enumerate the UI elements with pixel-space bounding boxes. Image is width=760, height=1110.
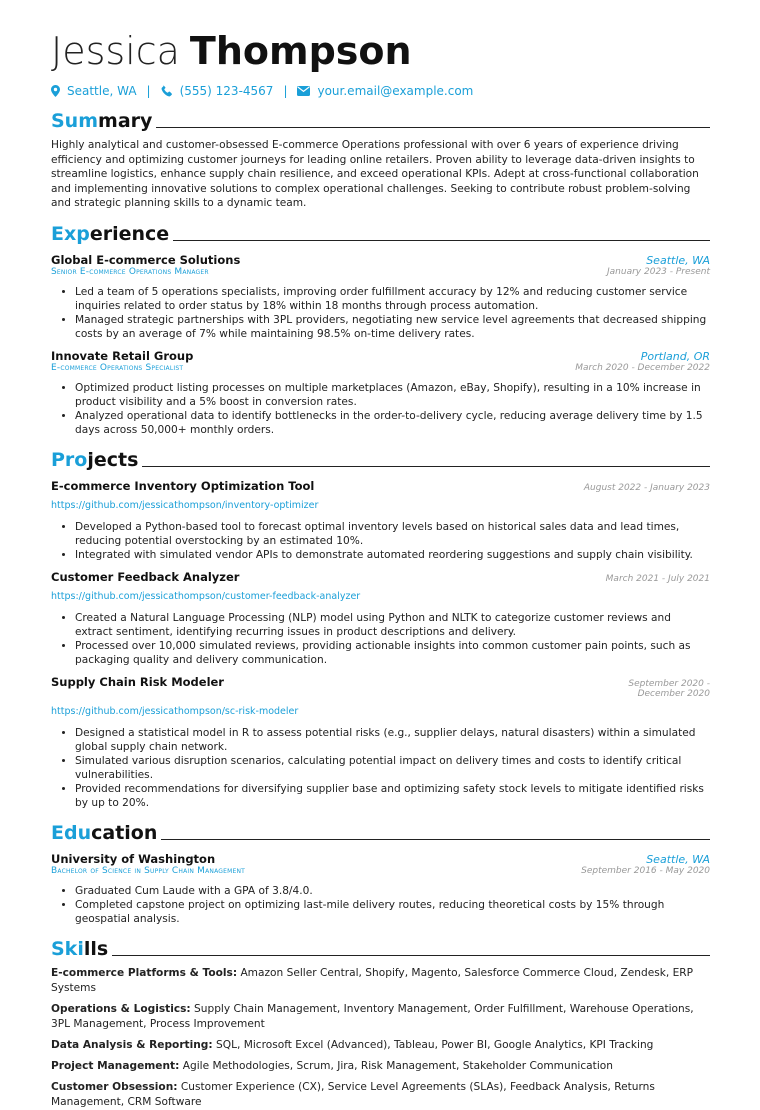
skill-category: Customer Obsession: (51, 1080, 178, 1093)
skill-category: Project Management: (51, 1059, 180, 1072)
bullet-list (51, 285, 710, 341)
bullet-item: • Optimized product listing processes on multiple marketplaces (Amazon, eBay, Shopify), resulting in a 10% increase in product visibility and a 5% boost in conversion rates. (75, 381, 710, 409)
location-item (51, 84, 137, 98)
bullet-list (51, 520, 710, 562)
section-title: Projects (51, 448, 139, 471)
separator: | (146, 84, 151, 98)
phone-text: (555) 123-4567 (179, 84, 274, 98)
envelope-icon (297, 86, 310, 96)
last-name: Thompson (189, 29, 412, 73)
bullet-item: • Provided recommendations for diversifying supplier base and optimizing safety stock levels to mitigate identified risks by up to 20%. (75, 782, 710, 810)
skill-values: Customer Experience (CX), Service Level Agreements (SLAs), Feedback Analysis, Returns Management, CRM Software (51, 1080, 655, 1108)
job-title: E-commerce Operations Specialist (51, 362, 184, 373)
project-link[interactable]: https://github.com/jessicathompson/inventory-optimizer (51, 499, 319, 511)
skill-values: Amazon Seller Central, Shopify, Magento, Salesforce Commerce Cloud, Zendesk, ERP Systems (51, 966, 694, 994)
bullet-item: • Simulated various disruption scenarios, calculating potential impact on delivery times and costs to identify critical vulnerabilities. (75, 754, 710, 782)
skill-values: Agile Methodologies, Scrum, Jira, Risk Management, Stakeholder Communication (182, 1059, 613, 1072)
bullet-item: • Completed capstone project on optimizing last-mile delivery routes, reducing theoretical costs by 15% through geospatial analysis. (75, 898, 710, 926)
school-name: University of Washington (51, 851, 216, 866)
project-link[interactable]: https://github.com/jessicathompson/sc-risk-modeler (51, 705, 299, 717)
skill-values: Supply Chain Management, Inventory Management, Order Fulfillment, Warehouse Operations, 3PL Management, Process Improvement (51, 1002, 694, 1030)
bullet-item: • Processed over 10,000 simulated reviews, providing actionable insights into common customer pain points, such as packaging quality and delivery communication. (75, 639, 710, 667)
section-rule (161, 839, 710, 840)
section-header-education (51, 822, 710, 844)
bullet-item: • Graduated Cum Laude with a GPA of 3.8/4.0. (75, 884, 710, 898)
project-name: Customer Feedback Analyzer (51, 569, 240, 584)
section-header-projects (51, 449, 710, 471)
skill-line (51, 1038, 710, 1053)
candidate-name (51, 28, 710, 74)
bullet-item: • Developed a Python-based tool to forecast optimal inventory levels based on historical sales data and lead times, reducing potential overstocking by an estimated 10%. (75, 520, 710, 548)
entry-dates: September 2016 - May 2020 (581, 865, 710, 876)
separator: | (283, 84, 288, 98)
project-name: Supply Chain Risk Modeler (51, 674, 224, 689)
section-header-skills (51, 938, 710, 960)
job-title: Senior E-commerce Operations Manager (51, 266, 209, 277)
email-item[interactable] (297, 84, 473, 98)
entry-dates: January 2023 - Present (607, 266, 710, 277)
entry-location: Portland, OR (640, 349, 710, 363)
skill-line (51, 966, 710, 996)
bullet-item: • Led a team of 5 operations specialists, improving order fulfillment accuracy by 12% and reducing customer service inquiries related to order status by 18% within 18 months through process automation. (75, 285, 710, 313)
project-link[interactable]: https://github.com/jessicathompson/customer-feedback-analyzer (51, 590, 361, 602)
section-title: Skills (51, 937, 109, 960)
skill-category: Operations & Logistics: (51, 1002, 191, 1015)
skill-values: SQL, Microsoft Excel (Advanced), Tableau, Power BI, Google Analytics, KPI Tracking (216, 1038, 654, 1051)
section-rule (156, 127, 710, 128)
entry-dates: March 2020 - December 2022 (575, 362, 710, 373)
phone-icon (161, 85, 173, 97)
section-title: Summary (51, 110, 153, 132)
map-pin-icon (51, 85, 60, 97)
section-rule (112, 955, 710, 956)
company-name: Innovate Retail Group (51, 348, 194, 363)
bullet-item: • Managed strategic partnerships with 3PL providers, negotiating new service level agreements that decreased shipping costs by an average of 7% while maintaining 98.5% on-time delivery rates. (75, 313, 710, 341)
section-title: Education (51, 821, 158, 844)
bullet-list (51, 884, 710, 926)
entry-location: Seattle, WA (646, 852, 710, 866)
project-name: E-commerce Inventory Optimization Tool (51, 478, 315, 493)
section-rule (173, 240, 710, 241)
project-entry (51, 570, 710, 667)
skill-line (51, 1080, 710, 1110)
resume-page (51, 28, 710, 1110)
degree: Bachelor of Science in Supply Chain Management (51, 865, 246, 876)
location-text: Seattle, WA (67, 84, 137, 98)
project-entry (51, 675, 710, 810)
skill-line (51, 1059, 710, 1074)
email-text: your.email@example.com (317, 84, 474, 98)
experience-entry (51, 253, 710, 341)
company-name: Global E-commerce Solutions (51, 252, 241, 267)
bullet-item: • Created a Natural Language Processing (NLP) model using Python and NLTK to categorize customer reviews and extract sentiment, identifying recurring issues in product descriptions and delivery. (75, 611, 710, 639)
entry-dates: September 2020 - December 2020 (628, 678, 710, 699)
bullet-item: • Integrated with simulated vendor APIs to demonstrate automated reordering suggestions and supply chain visibility. (75, 548, 710, 562)
section-title: Experience (51, 222, 170, 245)
skill-line (51, 1002, 710, 1032)
bullet-item: • Analyzed operational data to identify bottlenecks in the order-to-delivery cycle, reducing average delivery time by 1.5 days across 50,000+ monthly orders. (75, 409, 710, 437)
experience-entry (51, 349, 710, 437)
section-header-summary (51, 110, 710, 132)
skill-category: Data Analysis & Reporting: (51, 1038, 213, 1051)
bullet-list (51, 611, 710, 667)
first-name: Jessica (51, 29, 180, 73)
education-entry (51, 852, 710, 926)
bullet-item: • Designed a statistical model in R to assess potential risks (e.g., supplier delays, natural disasters) within a simulated global supply chain network. (75, 726, 710, 754)
bullet-list (51, 381, 710, 437)
summary-text: Highly analytical and customer-obsessed E-commerce Operations professional with over 6 years of experience driving efficiency and optimizing customer journeys for leading online retailers. Proven ability to leverage data-driven insights to streamline logistics, enhance supply chain resilience, and exceed operational KPIs. Adept at cross-functional collaboration and implementing innovative solutions to complex operational challenges. Seeking to contribute robust problem-solving and strategic planning skills to a dynamic team. (51, 139, 699, 210)
section-rule (142, 466, 710, 467)
skill-category: E-commerce Platforms & Tools: (51, 966, 238, 979)
entry-dates: March 2021 - July 2021 (605, 573, 710, 584)
section-header-experience (51, 223, 710, 245)
entry-location: Seattle, WA (646, 253, 710, 267)
bullet-list (51, 726, 710, 810)
contact-line (51, 84, 710, 98)
project-entry (51, 479, 710, 562)
entry-dates: August 2022 - January 2023 (583, 482, 710, 493)
phone-item[interactable] (161, 84, 274, 98)
